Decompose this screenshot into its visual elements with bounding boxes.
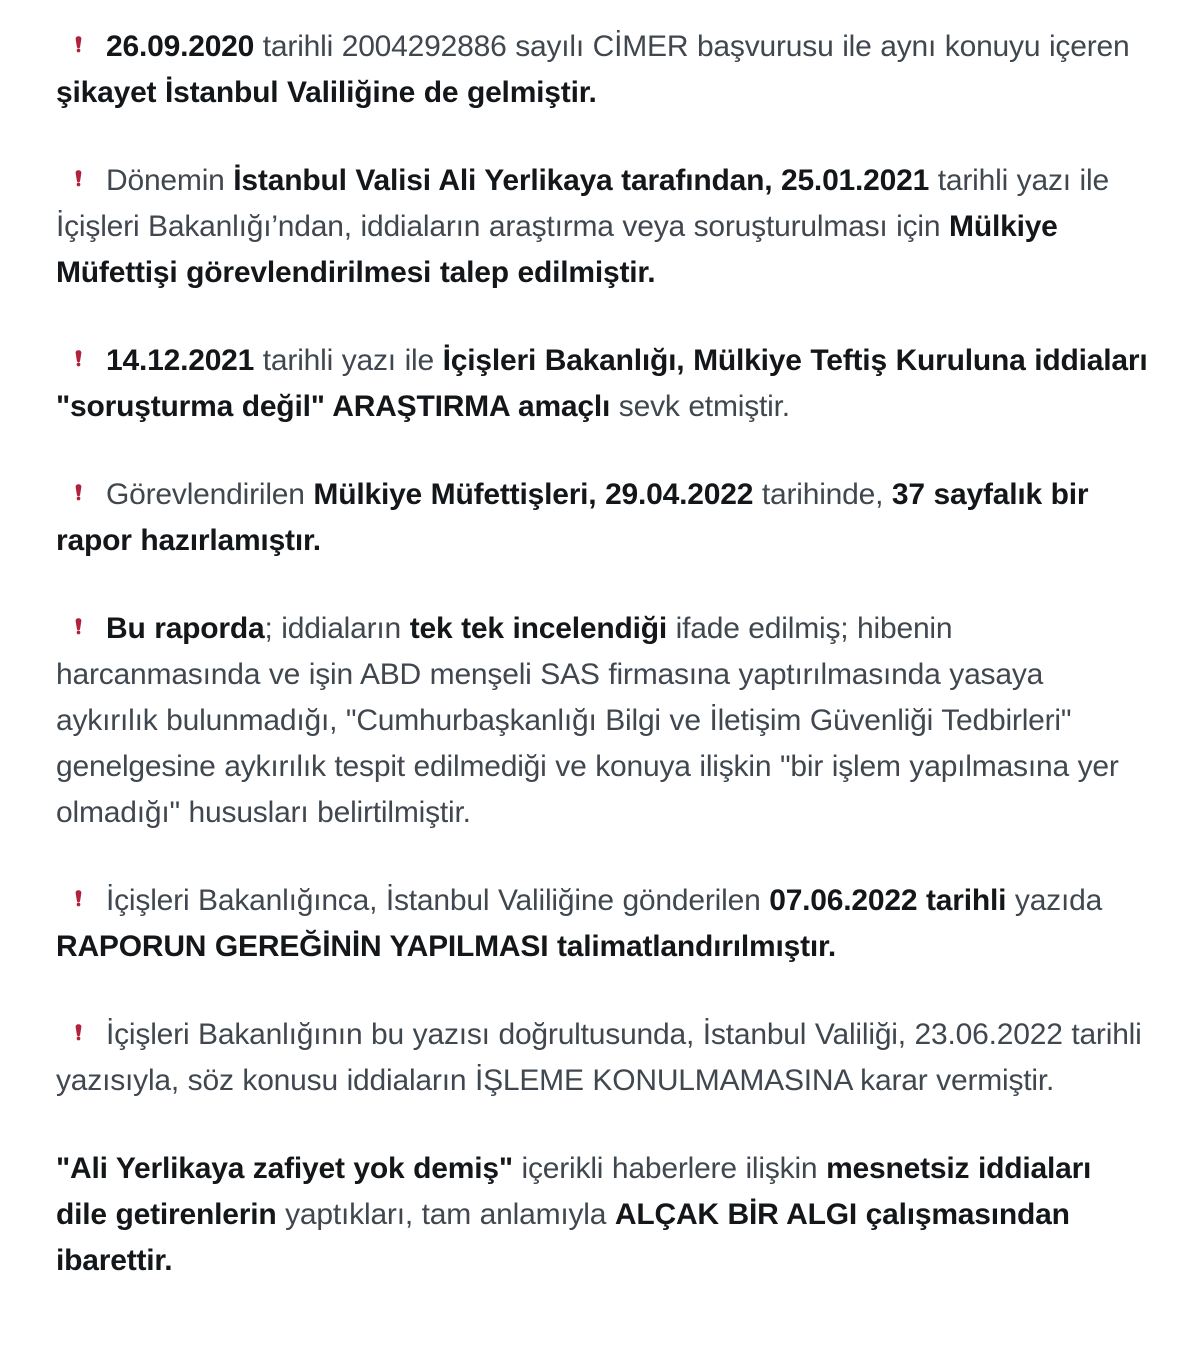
text-segment: tarihli yazı ile İçişleri Bakanlığı’ndan, iddiaların araştırma veya soruşturulması için <box>56 164 1109 243</box>
paragraph <box>56 1012 1148 1104</box>
exclamation-icon <box>70 1013 87 1051</box>
paragraph <box>56 1146 1148 1284</box>
text-segment: ; iddiaların <box>264 612 410 645</box>
text-segment: İçişleri Bakanlığının bu yazısı doğrultusunda, İstanbul Valiliği, 23.06.2022 tarihli yazısıyla, söz konusu iddiaların İŞLEME KONULMAMASINA karar vermiştir. <box>56 1018 1142 1097</box>
text-segment: 26.09.2020 <box>106 30 255 63</box>
text-segment: 37 sayfalık bir rapor hazırlamıştır. <box>56 478 1089 557</box>
exclamation-icon <box>70 473 87 511</box>
text-segment: ALÇAK BİR ALGI çalışmasından ibarettir. <box>56 1198 1070 1277</box>
exclamation-icon <box>70 879 87 917</box>
text-segment: Görevlendirilen <box>106 478 314 511</box>
text-segment: tarihli yazı ile <box>254 344 443 377</box>
text-segment: Dönemin <box>106 164 234 197</box>
exclamation-icon <box>70 159 87 197</box>
text-segment: içerikli haberlere ilişkin <box>512 1152 827 1185</box>
text-segment: ifade edilmiş; hibenin harcanmasında ve işin ABD menşeli SAS firmasına yaptırılmasında yasaya aykırılık bulunmadığı, "Cumhurbaşkanlığı Bilgi ve İletişim Güvenliği Tedbirleri" genelgesine aykırılık tespit edilmediği ve konuya ilişkin "bir işlem yapılmasına yer olmadığı" hususları belirtilmiştir. <box>56 612 1119 829</box>
text-segment: Bu raporda <box>106 612 265 645</box>
text-segment: "Ali Yerlikaya zafiyet yok demiş" <box>56 1152 513 1185</box>
text-segment: tek tek incelendiği <box>409 612 667 645</box>
text-segment: yazıda <box>1006 884 1103 917</box>
text-segment: Mülkiye Müfettişi görevlendirilmesi talep edilmiştir. <box>56 210 1058 289</box>
paragraph <box>56 158 1148 296</box>
exclamation-icon <box>70 339 87 377</box>
exclamation-icon <box>70 607 87 645</box>
text-segment: tarihli 2004292886 sayılı CİMER başvurusu ile aynı konuyu içeren <box>254 30 1130 63</box>
text-segment: İçişleri Bakanlığınca, İstanbul Valiliğine gönderilen <box>106 884 770 917</box>
text-segment: Mülkiye Müfettişleri, 29.04.2022 <box>313 478 754 511</box>
exclamation-icon <box>70 25 87 63</box>
text-segment: şikayet İstanbul Valiliğine de gelmiştir. <box>56 76 597 109</box>
text-segment: yaptıkları, tam anlamıyla <box>276 1198 615 1231</box>
paragraph <box>56 878 1148 970</box>
paragraph <box>56 24 1148 116</box>
paragraph <box>56 606 1148 836</box>
text-segment: 07.06.2022 tarihli <box>769 884 1007 917</box>
text-segment: RAPORUN GEREĞİNİN YAPILMASI talimatlandırılmıştır. <box>56 930 836 963</box>
text-segment: İçişleri Bakanlığı, Mülkiye Teftiş Kuruluna iddiaları "soruşturma değil" ARAŞTIRMA amaçlı <box>56 344 1148 423</box>
paragraph <box>56 338 1148 430</box>
text-segment: mesnetsiz iddiaları dile getirenlerin <box>56 1152 1092 1231</box>
text-segment: 14.12.2021 <box>106 344 255 377</box>
text-segment: sevk etmiştir. <box>610 390 790 423</box>
text-segment: tarihinde, <box>753 478 892 511</box>
paragraph <box>56 472 1148 564</box>
text-segment: İstanbul Valisi Ali Yerlikaya tarafından, 25.01.2021 <box>233 164 930 197</box>
